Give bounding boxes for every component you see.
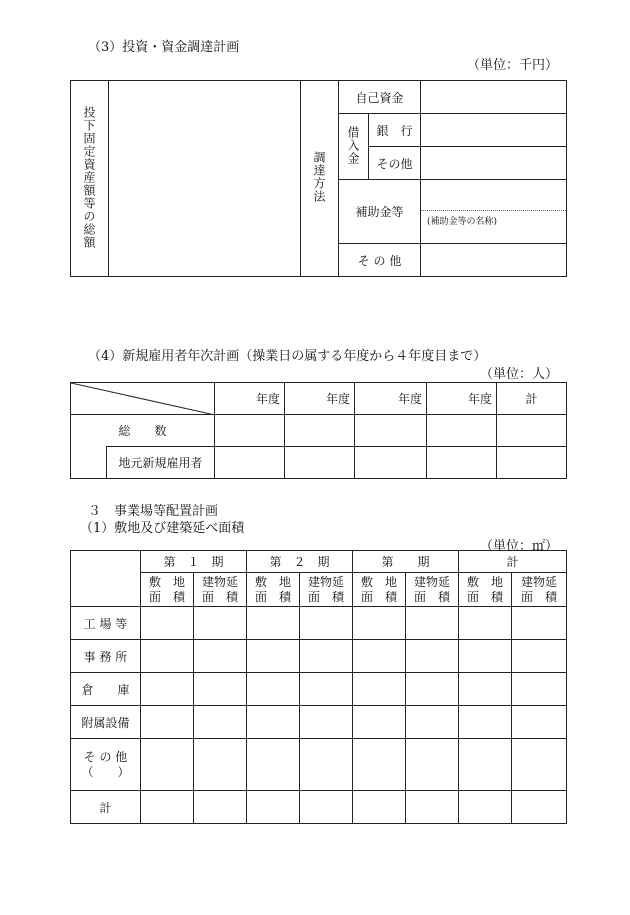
cell[interactable] (459, 739, 512, 791)
cell[interactable] (300, 673, 353, 706)
other-funds-label: そ の 他 (339, 244, 421, 277)
cell[interactable] (300, 739, 353, 791)
cell[interactable] (141, 706, 194, 739)
period-1-header: 第 １ 期 (141, 551, 247, 573)
total-fixed-assets-label: 投下固定資産額等の総額 (71, 81, 109, 277)
section3-unit: （単位：千円） (466, 58, 558, 73)
section4-heading: （4）新規雇用者年次計画（操業日の属する年度から４年度目まで） (88, 349, 487, 364)
year-col-2: 年度 (285, 383, 355, 415)
blank-corner (71, 551, 141, 607)
cell[interactable] (300, 640, 353, 673)
p2-site-area: 敷 地 面 積 (247, 573, 300, 607)
own-funds-label: 自己資金 (339, 81, 421, 114)
cell[interactable] (353, 673, 406, 706)
row-other-label: そ の 他 （ ） (71, 739, 141, 791)
total-fixed-assets-value[interactable] (109, 81, 301, 277)
diagonal-line (71, 383, 215, 415)
local-sum[interactable] (497, 447, 567, 479)
other-funds-value[interactable] (421, 244, 567, 277)
cell[interactable] (141, 791, 194, 824)
cell[interactable] (406, 607, 459, 640)
cell[interactable] (141, 739, 194, 791)
local-y4[interactable] (427, 447, 497, 479)
cell[interactable] (141, 673, 194, 706)
cell[interactable] (247, 706, 300, 739)
borrowing-label: 借入金 (339, 114, 369, 180)
total-y2[interactable] (285, 415, 355, 447)
row-total-label: 計 (71, 791, 141, 824)
indent-cell (71, 447, 107, 479)
year-col-4: 年度 (427, 383, 497, 415)
cell[interactable] (141, 607, 194, 640)
investment-table (70, 80, 567, 277)
cell[interactable] (194, 607, 247, 640)
cell[interactable] (247, 673, 300, 706)
diagonal-header-cell (71, 383, 215, 415)
row-facilities-label: 附属設備 (71, 706, 141, 739)
cell[interactable] (459, 640, 512, 673)
bank-label: 銀 行 (369, 114, 421, 147)
total-y3[interactable] (355, 415, 427, 447)
section1-heading: （1）敷地及び建築延べ面積 (80, 521, 245, 536)
cell[interactable] (247, 791, 300, 824)
row-total-label: 総 数 (71, 415, 215, 447)
total-sum[interactable] (497, 415, 567, 447)
section4-unit: （単位：人） (479, 367, 558, 382)
cell[interactable] (406, 739, 459, 791)
site-area-table (70, 550, 567, 824)
cell[interactable] (194, 640, 247, 673)
period-3-header: 第 期 (353, 551, 459, 573)
total-site-area: 敷 地 面 積 (459, 573, 512, 607)
total-y4[interactable] (427, 415, 497, 447)
cell[interactable] (194, 739, 247, 791)
cell[interactable] (406, 640, 459, 673)
procurement-method-label: 調達方法 (301, 81, 339, 277)
cell[interactable] (141, 640, 194, 673)
cell[interactable] (512, 706, 567, 739)
section3-heading: （3）投資・資金調達計画 (88, 40, 240, 55)
cell[interactable] (353, 739, 406, 791)
borrow-other-value[interactable] (421, 147, 567, 180)
cell[interactable] (247, 640, 300, 673)
cell[interactable] (459, 706, 512, 739)
cell[interactable] (353, 607, 406, 640)
cell[interactable] (512, 739, 567, 791)
main-section-heading: ３ 事業場等配置計画 (88, 504, 219, 519)
cell[interactable] (459, 607, 512, 640)
local-y3[interactable] (355, 447, 427, 479)
year-col-1: 年度 (215, 383, 285, 415)
row-local-label: 地元新規雇用者 (107, 447, 215, 479)
own-funds-value[interactable] (421, 81, 567, 114)
p3-site-area: 敷 地 面 積 (353, 573, 406, 607)
p1-site-area: 敷 地 面 積 (141, 573, 194, 607)
total-col: 計 (497, 383, 567, 415)
subsidy-label: 補助金等 (339, 180, 421, 244)
cell[interactable] (247, 607, 300, 640)
period-total-header: 計 (459, 551, 567, 573)
p3-floor-area: 建物延 面 積 (406, 573, 459, 607)
total-y1[interactable] (215, 415, 285, 447)
cell[interactable] (406, 673, 459, 706)
bank-value[interactable] (421, 114, 567, 147)
row-factory-label: 工 場 等 (71, 607, 141, 640)
cell[interactable] (353, 640, 406, 673)
cell[interactable] (194, 673, 247, 706)
cell[interactable] (512, 607, 567, 640)
period-2-header: 第 ２ 期 (247, 551, 353, 573)
cell[interactable] (300, 706, 353, 739)
cell[interactable] (194, 706, 247, 739)
total-floor-area: 建物延 面 積 (512, 573, 567, 607)
cell[interactable] (406, 791, 459, 824)
p2-floor-area: 建物延 面 積 (300, 573, 353, 607)
cell[interactable] (512, 791, 567, 824)
subsidy-value[interactable] (421, 180, 567, 244)
cell[interactable] (459, 791, 512, 824)
cell[interactable] (353, 706, 406, 739)
cell[interactable] (300, 791, 353, 824)
cell[interactable] (406, 706, 459, 739)
local-y1[interactable] (215, 447, 285, 479)
cell[interactable] (353, 791, 406, 824)
row-office-label: 事 務 所 (71, 640, 141, 673)
employment-table (70, 382, 567, 479)
cell[interactable] (459, 673, 512, 706)
section1-unit: （単位：㎡） (479, 539, 558, 554)
cell[interactable] (512, 673, 567, 706)
subsidy-name-note: (補助金等の名称) (427, 217, 498, 227)
local-y2[interactable] (285, 447, 355, 479)
borrow-other-label: その他 (369, 147, 421, 180)
cell[interactable] (512, 640, 567, 673)
p1-floor-area: 建物延 面 積 (194, 573, 247, 607)
year-col-3: 年度 (355, 383, 427, 415)
row-warehouse-label: 倉 庫 (71, 673, 141, 706)
cell[interactable] (194, 791, 247, 824)
cell[interactable] (300, 607, 353, 640)
cell[interactable] (247, 739, 300, 791)
